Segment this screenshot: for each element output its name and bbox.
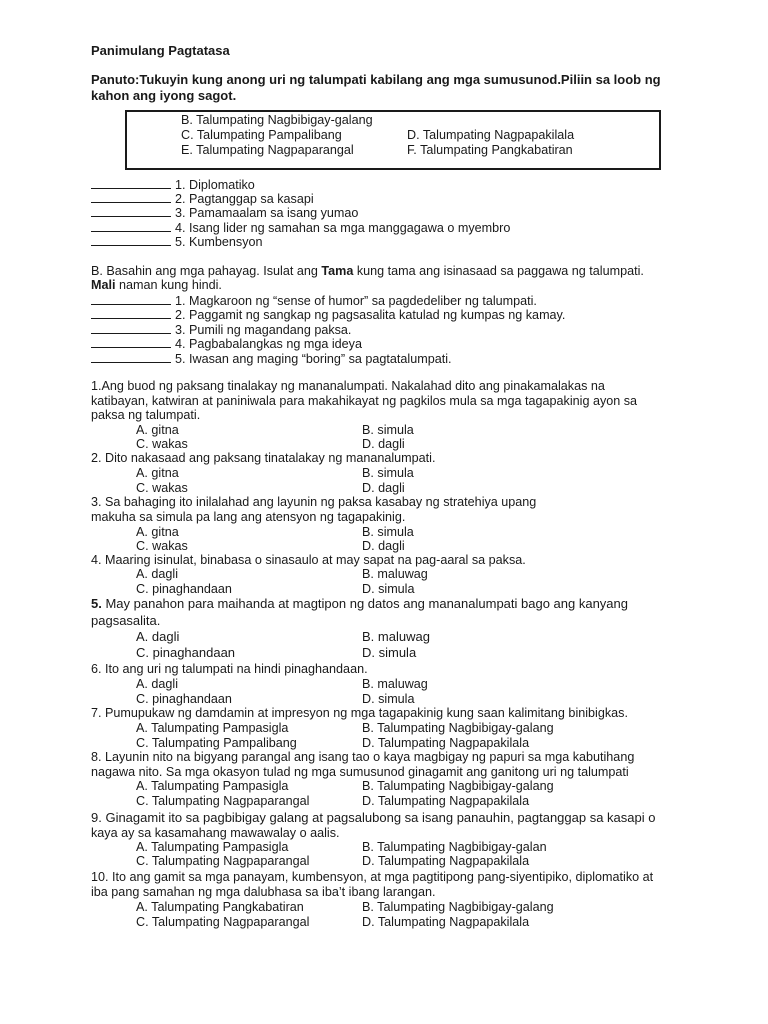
option-d[interactable]: D. dagli (362, 481, 405, 495)
part-b-item: 4. Pagbabalangkas ng mga ideya (91, 336, 362, 352)
tama-keyword: Tama (321, 264, 354, 278)
option-d[interactable]: D. dagli (362, 437, 405, 451)
question-8-text: 8. Layunin nito na bigyang parangal ang isang tao o kaya magbigay ng papuri sa mga kabutihang (91, 750, 635, 764)
option-b[interactable]: B. Talumpating Nagbibigay-galang (362, 900, 554, 914)
option-b[interactable]: B. Talumpating Nagbibigay-galang (362, 721, 554, 735)
option-c[interactable]: C. pinaghandaan (136, 692, 232, 706)
part-b-item: 1. Magkaroon ng “sense of humor” sa pagdedeliber ng talumpati. (91, 293, 537, 309)
part-b-item: 3. Pumili ng magandang paksa. (91, 322, 351, 338)
option-c[interactable]: C. pinaghandaan (136, 582, 232, 596)
page-title: Panimulang Pagtatasa (91, 43, 230, 58)
answer-blank[interactable] (91, 234, 171, 246)
question-8-text: nagawa nito. Sa mga okasyon tulad ng mga sumusunod ginagamit ang ganitong uri ng talumpati (91, 765, 629, 779)
choice-f: F. Talumpating Pangkabatiran (407, 143, 573, 157)
option-b[interactable]: B. simula (362, 466, 414, 480)
answer-blank[interactable] (91, 322, 171, 334)
choice-c: C. Talumpating Pampalibang (181, 128, 342, 142)
option-c[interactable]: C. Talumpating Pampalibang (136, 736, 297, 750)
option-a[interactable]: A. gitna (136, 466, 179, 480)
answer-blank[interactable] (91, 293, 171, 305)
option-a[interactable]: A. Talumpating Pampasigla (136, 840, 289, 854)
option-c[interactable]: C. wakas (136, 437, 188, 451)
option-b[interactable]: B. Talumpating Nagbibigay-galang (362, 779, 554, 793)
option-a[interactable]: A. gitna (136, 525, 179, 539)
option-d[interactable]: D. Talumpating Nagpapakilala (362, 915, 530, 929)
question-1-text: paksa ng talumpati. (91, 408, 201, 422)
question-10-text: 10. Ito ang gamit sa mga panayam, kumbensyon, at mga pagtitipong pang-siyentipiko, diplomatiko at (91, 870, 654, 884)
option-b[interactable]: B. simula (362, 423, 414, 437)
question-9-text: 9. Ginagamit ito sa pagbibigay galang at pagsalubong sa isang panauhin, pagtanggap sa kasapi o (91, 810, 656, 825)
option-d[interactable]: D. Talumpating Nagpapakilala (362, 854, 530, 868)
answer-blank[interactable] (91, 307, 171, 319)
question-3-text: makuha sa simula pa lang ang atensyon ng tagapakinig. (91, 510, 406, 524)
option-d[interactable]: D. Talumpating Nagpapakilala (362, 794, 530, 808)
option-c[interactable]: C. Talumpating Nagpaparangal (136, 854, 310, 868)
option-d[interactable]: D. simula (362, 692, 415, 706)
option-b[interactable]: B. maluwag (362, 677, 428, 691)
option-d[interactable]: D. simula (362, 645, 417, 660)
option-d[interactable]: D. Talumpating Nagpapakilala (362, 736, 530, 750)
question-4-text: 4. Maaring isinulat, binabasa o sinasaulo at may sapat na pag-aaral sa paksa. (91, 553, 526, 567)
option-b[interactable]: B. maluwag (362, 567, 428, 581)
question-7-text: 7. Pumupukaw ng damdamin at impresyon ng mga tagapakinig kung saan kalimitang binibigkas. (91, 706, 628, 720)
option-b[interactable]: B. Talumpating Nagbibigay-galan (362, 840, 547, 854)
answer-blank[interactable] (91, 336, 171, 348)
part-b-instruction-line-1: B. Basahin ang mga pahayag. Isulat ang Tama kung tama ang isinasaad sa paggawa ng talumpati. (91, 264, 644, 278)
part-a-item: 4. Isang lider ng samahan sa mga manggagawa o myembro (91, 220, 510, 236)
part-b-item: 2. Paggamit ng sangkap ng pagsasalita katulad ng kumpas ng kamay. (91, 307, 565, 323)
option-c[interactable]: C. Talumpating Nagpaparangal (136, 915, 310, 929)
part-b-item: 5. Iwasan ang maging “boring” sa pagtatalumpati. (91, 351, 452, 367)
question-10-text: iba pang samahan ng mga dalubhasa sa iba’t ibang larangan. (91, 885, 436, 899)
question-3-text: 3. Sa bahaging ito inilalahad ang layunin ng paksa kasabay ng stratehiya upang (91, 495, 537, 509)
option-b[interactable]: B. maluwag (362, 629, 430, 644)
choice-d: D. Talumpating Nagpapakilala (407, 128, 575, 142)
instruction-line-2: kahon ang iyong sagot. (91, 88, 237, 103)
answer-blank[interactable] (91, 351, 171, 363)
question-1-text: 1.Ang buod ng paksang tinalakay ng mananalumpati. Nakalahad dito ang pinakamalakas na (91, 379, 605, 393)
option-a[interactable]: A. Talumpating Pampasigla (136, 779, 289, 793)
part-b-instruction-line-2: Mali naman kung hindi. (91, 278, 222, 292)
option-b[interactable]: B. simula (362, 525, 414, 539)
mali-keyword: Mali (91, 278, 116, 292)
question-5-text: 5. May panahon para maihanda at magtipon ng datos ang mananalumpati bago ang kanyang (91, 596, 629, 611)
question-1-text: katibayan, katwiran at paniniwala para makahikayat ng pagkilos mula sa mga tagapakinig ayon sa (91, 394, 638, 408)
question-5-text: pagsasalita. (91, 613, 161, 628)
answer-blank[interactable] (91, 191, 171, 203)
question-2-text: 2. Dito nakasaad ang paksang tinatalakay ng mananalumpati. (91, 451, 436, 465)
part-a-item: 3. Pamamaalam sa isang yumao (91, 205, 358, 221)
part-a-item: 5. Kumbensyon (91, 234, 263, 250)
option-a[interactable]: A. dagli (136, 629, 180, 644)
option-a[interactable]: A. dagli (136, 567, 179, 581)
option-a[interactable]: A. gitna (136, 423, 179, 437)
question-6-text: 6. Ito ang uri ng talumpati na hindi pinaghandaan. (91, 662, 368, 676)
answer-blank[interactable] (91, 220, 171, 232)
option-c[interactable]: C. pinaghandaan (136, 645, 236, 660)
option-a[interactable]: A. Talumpating Pampasigla (136, 721, 289, 735)
part-a-item: 2. Pagtanggap sa kasapi (91, 191, 314, 207)
option-c[interactable]: C. Talumpating Nagpaparangal (136, 794, 310, 808)
option-c[interactable]: C. wakas (136, 481, 188, 495)
question-9-text: kaya ay sa kasamahang mawawalay o aalis. (91, 826, 340, 840)
choice-e: E. Talumpating Nagpaparangal (181, 143, 354, 157)
option-a[interactable]: A. Talumpating Pangkabatiran (136, 900, 304, 914)
option-c[interactable]: C. wakas (136, 539, 188, 553)
instruction-line-1: Panuto:Tukuyin kung anong uri ng talumpati kabilang ang mga sumusunod.Piliin sa loob ng (91, 72, 661, 87)
choice-b: B. Talumpating Nagbibigay-galang (181, 113, 373, 127)
answer-blank[interactable] (91, 177, 171, 189)
part-a-item: 1. Diplomatiko (91, 177, 255, 193)
option-a[interactable]: A. dagli (136, 677, 179, 691)
option-d[interactable]: D. dagli (362, 539, 405, 553)
answer-blank[interactable] (91, 205, 171, 217)
option-d[interactable]: D. simula (362, 582, 415, 596)
